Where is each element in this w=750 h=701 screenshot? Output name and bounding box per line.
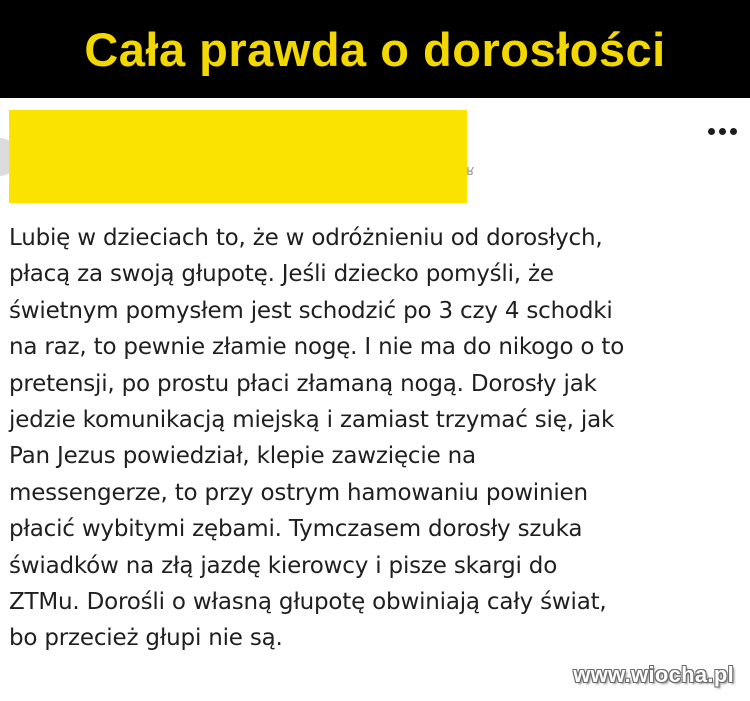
author-name-redaction <box>9 110 467 203</box>
more-options-button[interactable] <box>702 118 742 144</box>
post-text-line: świadków na złą jazdę kierowcy i pisze skargi do <box>9 552 558 579</box>
post-text-line: pretensji, po prostu płaci złamaną nogą. Dorosły jak <box>9 370 597 397</box>
post-text-line: messengerze, to przy ostrym hamowaniu powinien <box>9 479 588 506</box>
header-banner <box>0 0 750 98</box>
post-text-line: na raz, to pewnie złamie nogę. I nie ma do nikogo o to <box>9 334 625 361</box>
post-text-line: płacą za swoją głupotę. Jeśli dziecko pomyśli, że <box>9 261 554 288</box>
more-horizontal-icon <box>708 128 715 135</box>
site-watermark: www.wiocha.pl <box>573 662 734 687</box>
more-horizontal-icon-dot-3 <box>730 128 737 135</box>
post-text-line: płacić wybitymi zębami. Tymczasem dorosły szuka <box>9 516 583 543</box>
more-horizontal-icon-dot-2 <box>719 128 726 135</box>
page-title: Cała prawda o dorosłości <box>84 22 666 76</box>
post-text-line: świetnym pomysłem jest schodzić po 3 czy 4 schodki <box>9 297 613 324</box>
post-text-line: jedzie komunikacją miejską i zamiast trzymać się, jak <box>9 407 615 434</box>
post-text <box>9 220 737 657</box>
author-name-fragment: ʁ <box>466 163 475 179</box>
post-text-line: Pan Jezus powiedział, klepie zawzięcie na <box>9 443 476 470</box>
post-text-line: Lubię w dzieciach to, że w odróżnieniu od dorosłych, <box>9 225 603 251</box>
post-text-line: bo przecież głupi nie są. <box>9 625 283 652</box>
post-text-line: ZTMu. Dorośli o własną głupotę obwiniają cały świat, <box>9 589 607 616</box>
